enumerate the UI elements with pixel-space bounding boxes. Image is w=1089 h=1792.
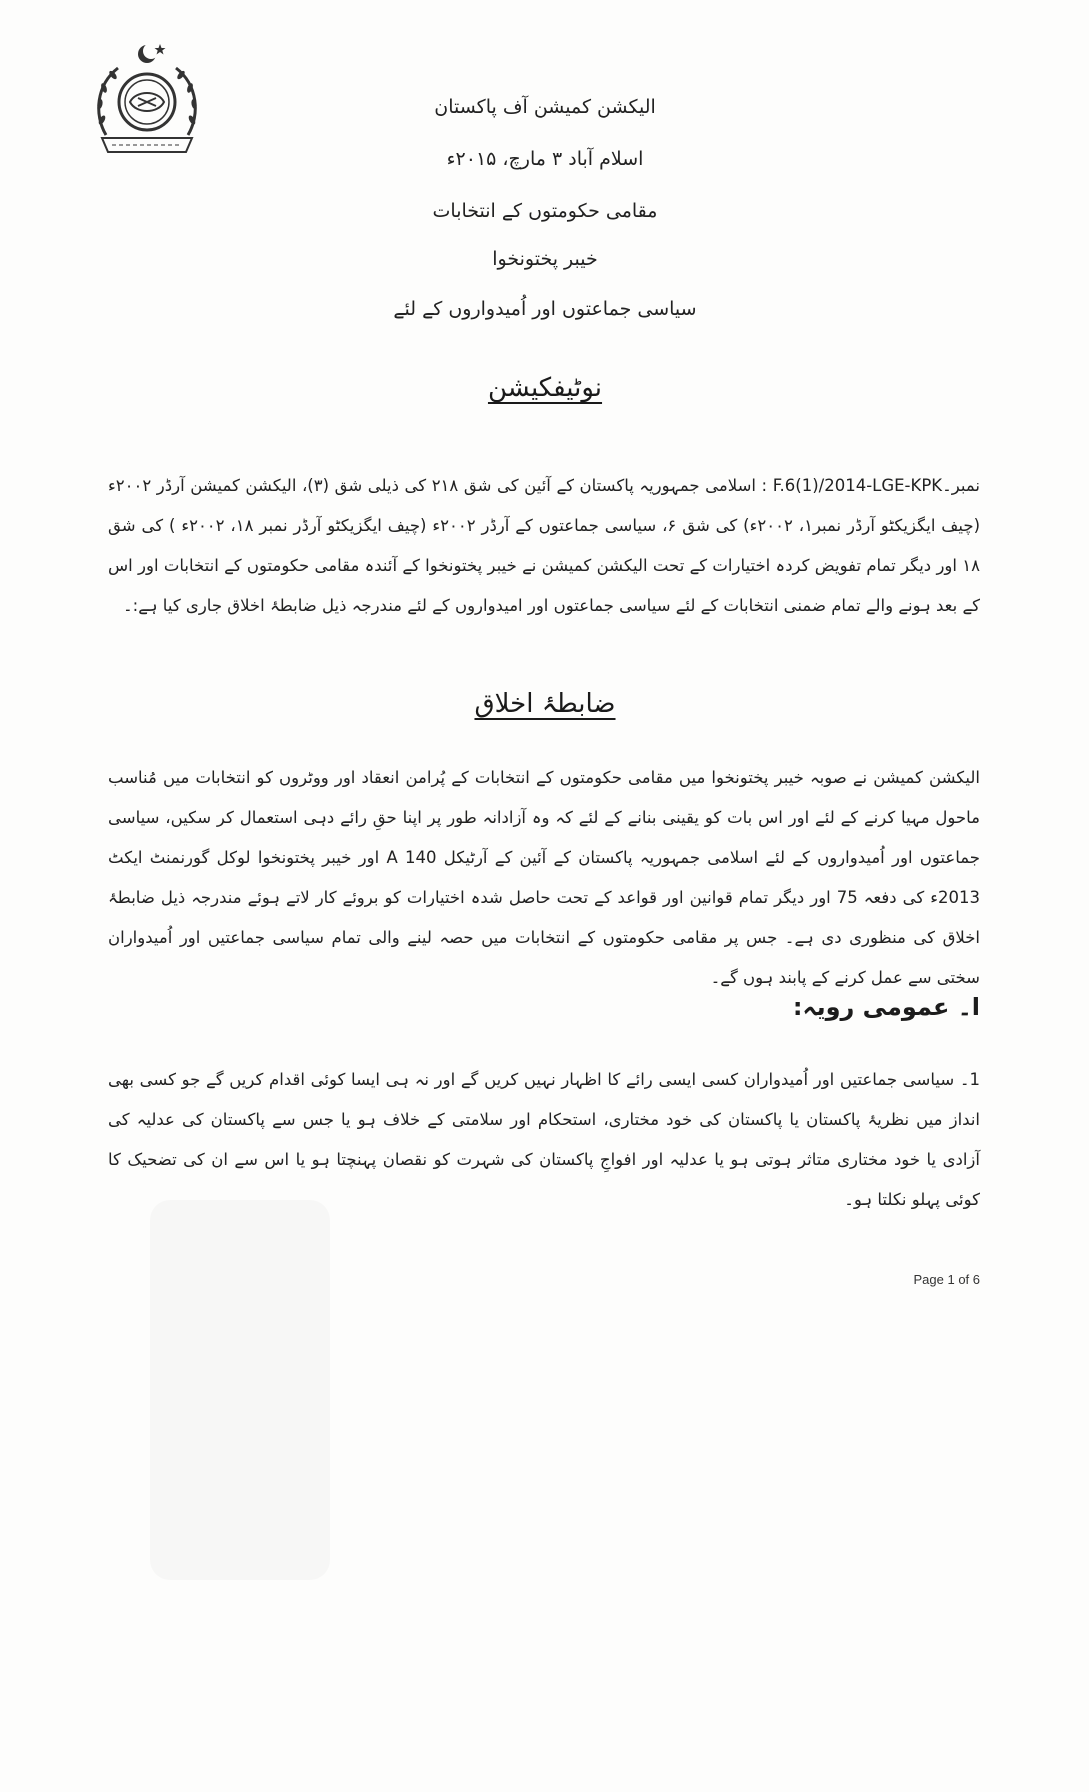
header-subject: مقامی حکومتوں کے انتخابات bbox=[432, 200, 658, 222]
code-of-conduct-title: ضابطۂ اخلاق bbox=[474, 689, 616, 719]
code-of-conduct-body: الیکشن کمیشن نے صوبہ خیبر پختونخوا میں مقامی حکومتوں کے انتخابات کے پُرامن انعقاد اور ووٹروں کو انتخابات میں مُناسب ماحول مہیا کرنے کے لئے اور اس بات کو یقینی بنانے کے لئے کہ وہ آزادانہ طور پر اپنا حقِ رائے دہی استعمال کر سکیں، سیاسی جماعتوں اور اُمیدواروں کے لئے اسلامی جمہوریہ پاکستان کے آئین کے آرٹیکل 140 A اور خیبر پختونخوا لوکل گورنمنٹ ایکٹ 2013ء کی دفعہ 75 اور دیگر تمام قوانین اور قواعد کے تحت حاصل شدہ اختیارات کو بروئے کار لاتے ہوئے مندرجہ ذیل ضابطۂ اخلاق کی منظوری دی ہے۔ جس پر مقامی حکومتوں کے انتخابات میں حصہ لینے والی تمام سیاسی جماعتیں اور اُمیدواران سختی سے عمل کرنے کے پابند ہوں گے۔ bbox=[108, 768, 981, 987]
header-commission-name: الیکشن کمیشن آف پاکستان bbox=[434, 96, 656, 118]
clause-1: 1۔ سیاسی جماعتیں اور اُمیدواران کسی ایسی رائے کا اظہار نہیں کریں گے اور نہ ہی ایسا کوئی اقدام کریں گے جو کسی بھی انداز میں نظریۂ پاکستان یا پاکستان کی خود مختاری، استحکام اور سلامتی کے خلاف ہو یا جس سے پاکستان کی عدلیہ کی آزادی یا خود مختاری متاثر ہوتی ہو یا عدلیہ اور افواجِ پاکستان کی شہرت کو نقصان پہنچتا ہو یا اس سے ان کی تضحیک کا کوئی پہلو نکلتا ہو۔ bbox=[108, 1070, 980, 1209]
notification-title: نوٹیفکیشن bbox=[487, 373, 603, 403]
ecp-emblem-icon bbox=[88, 40, 206, 162]
header-audience: سیاسی جماعتوں اور اُمیدواروں کے لئے bbox=[393, 298, 697, 320]
header-date: اسلام آباد ۳ مارچ، ۲۰۱۵ء bbox=[446, 148, 644, 170]
notification-body: نمبر۔F.6(1)/2014-LGE-KPK : اسلامی جمہوریہ پاکستان کے آئین کی شق ۲۱۸ کی ذیلی شق (۳)، الیکشن کمیشن آرڈر ۲۰۰۲ء (چیف ایگزیکٹو آرڈر نمبر۱، ۲۰۰۲ء) کی شق ۶، سیاسی جماعتوں کے آرڈر ۲۰۰۲ء (چیف ایگزیکٹو آرڈر نمبر ۱۸، ۲۰۰۲ء ) کی شق ۱۸ اور دیگر تمام تفویض کردہ اختیارات کے تحت الیکشن کمیشن نے خیبر پختونخوا کے آئندہ مقامی حکومتوں کے انتخابات اور اس کے بعد ہونے والے تمام ضمنی انتخابات کے لئے سیاسی جماعتوں اور امیدواروں کے لئے مندرجہ ذیل ضابطۂ اخلاق جاری کیا ہے:۔ bbox=[108, 476, 981, 615]
page-number: Page 1 of 6 bbox=[913, 1272, 980, 1287]
header-province: خیبر پختونخوا bbox=[492, 248, 598, 270]
section-heading-general-conduct: ا۔ عمومی رویہ: bbox=[792, 993, 980, 1021]
scan-smudge bbox=[150, 1200, 330, 1580]
